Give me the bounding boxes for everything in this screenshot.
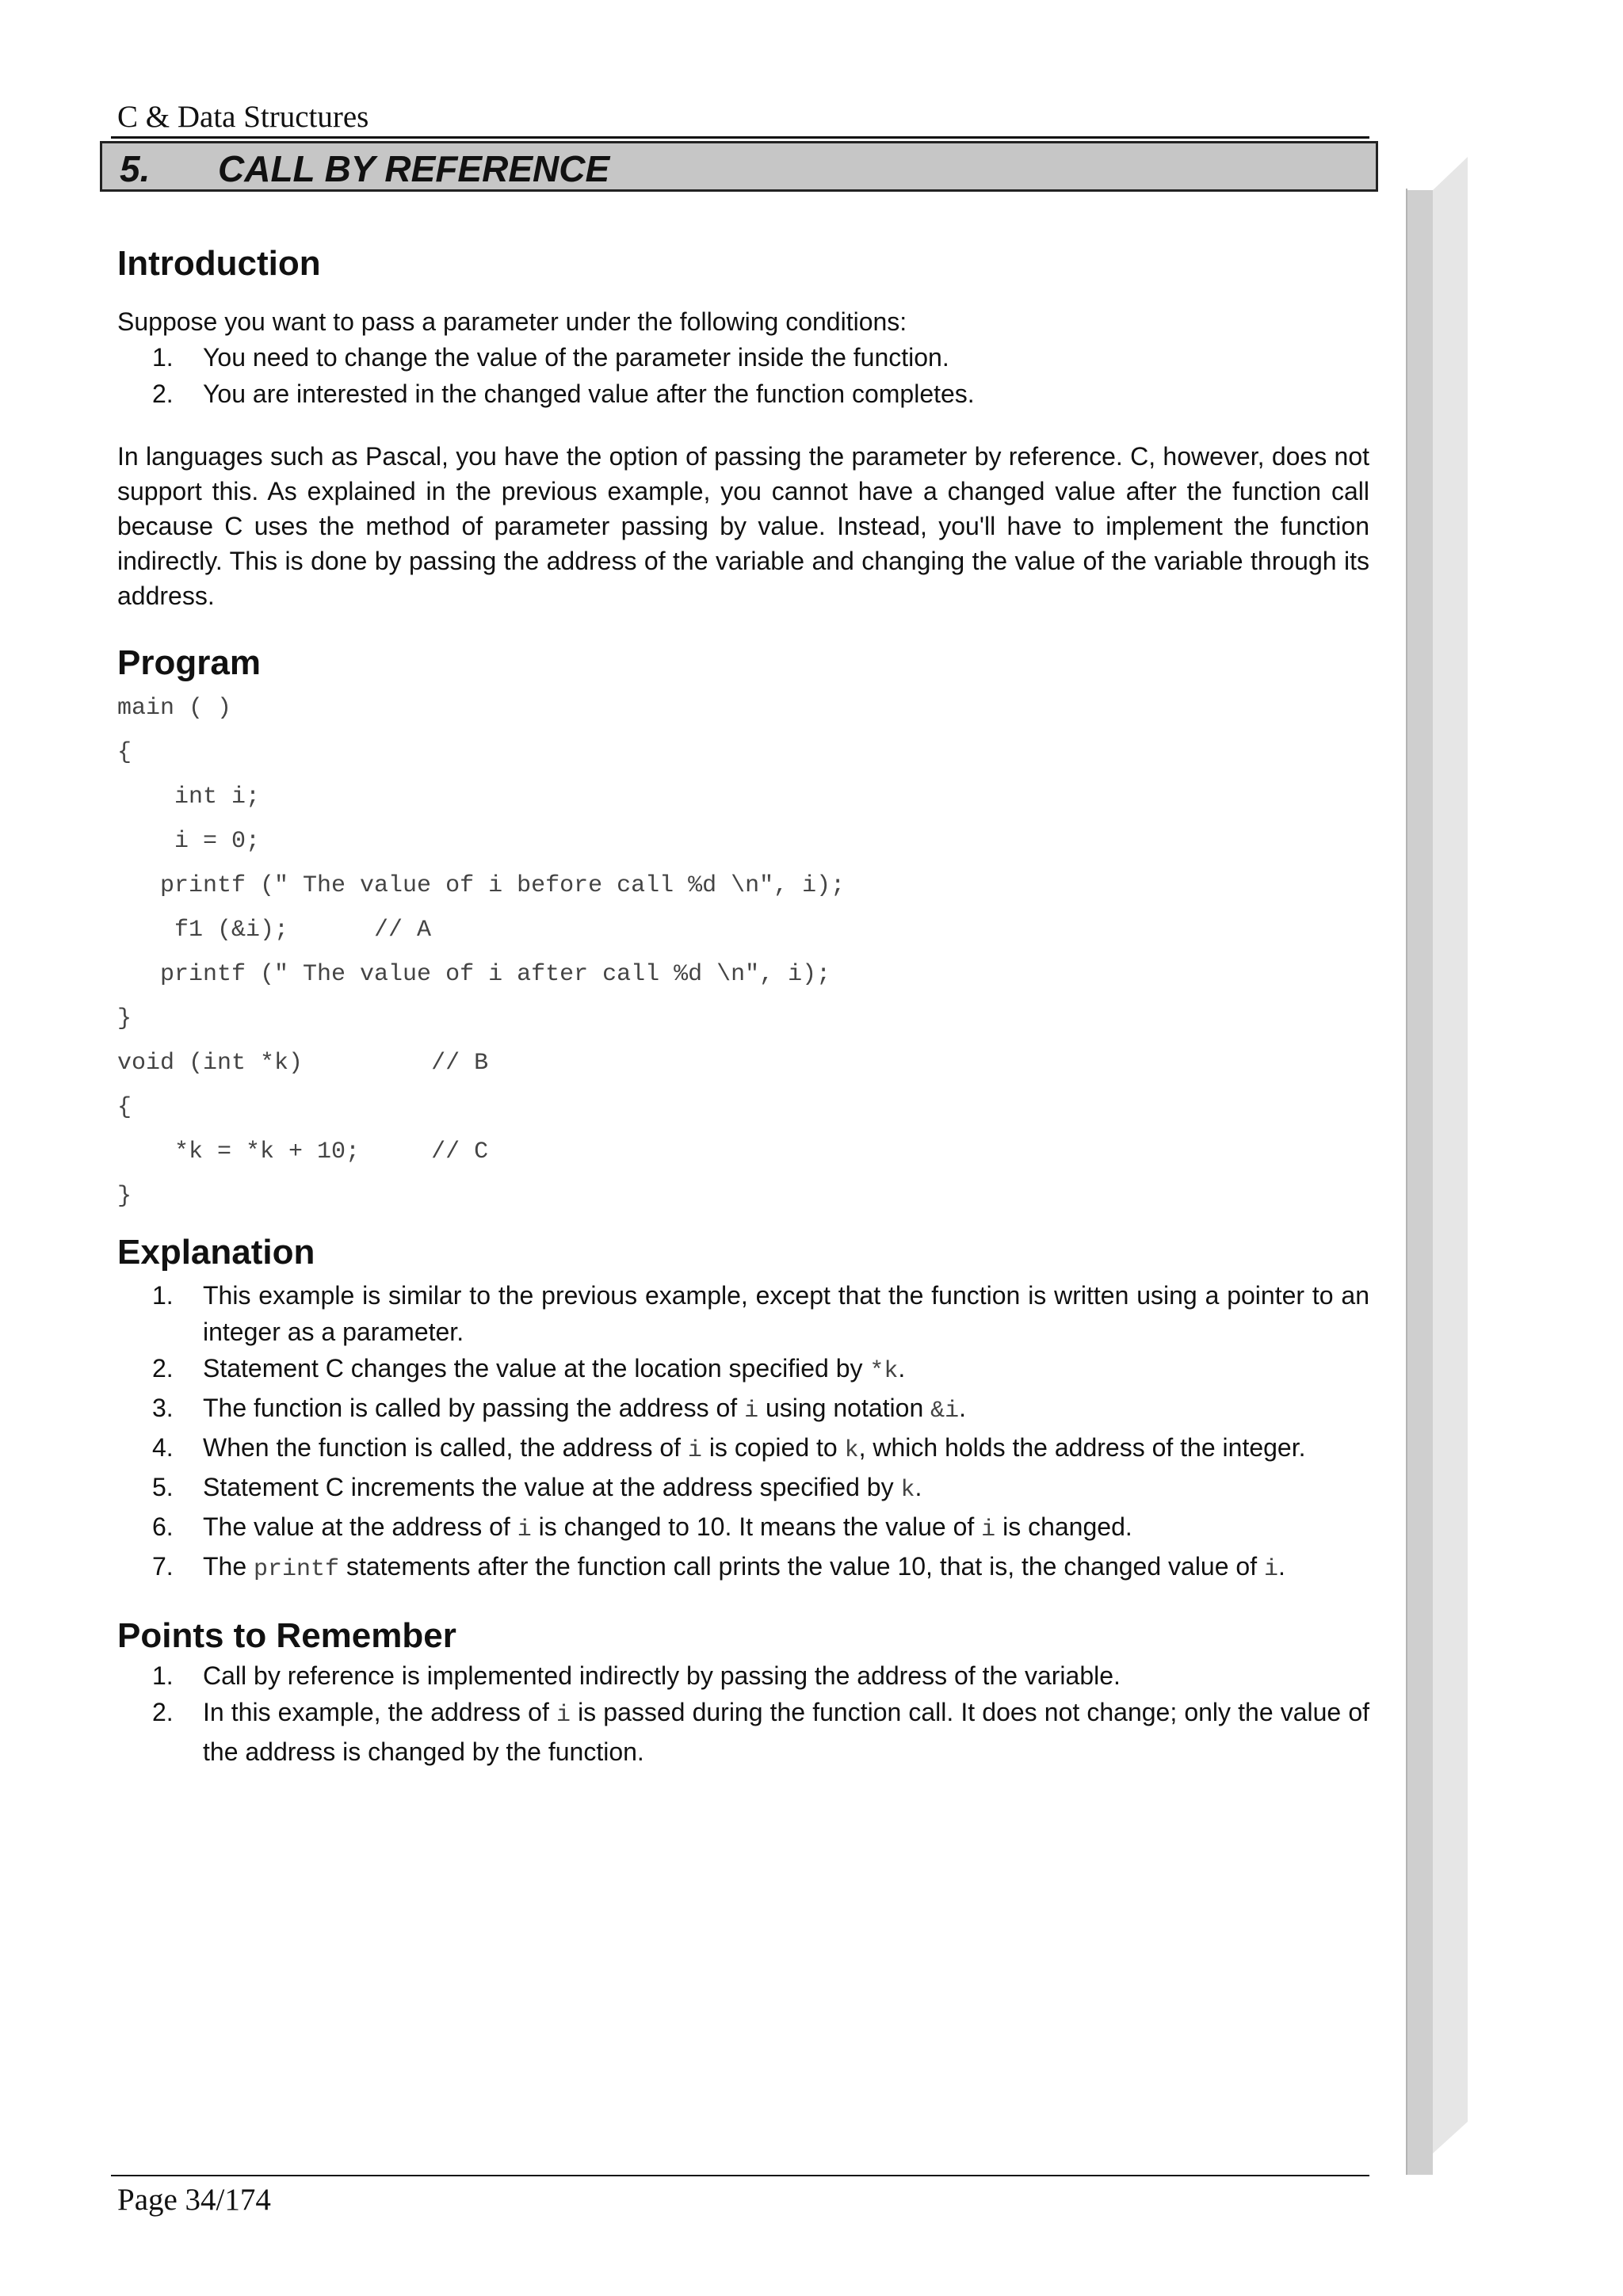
list-item-text: statements after the function call prints the value 10, that is, the changed value of (339, 1552, 1264, 1581)
chapter-heading-bar (100, 141, 1378, 192)
list-item-number: 2. (152, 379, 174, 408)
list-item-text: Call by reference is implemented indirectly by passing the address of the variable. (203, 1661, 1121, 1690)
list-item-number: 1. (152, 1281, 174, 1310)
binder-edge-spine (1406, 190, 1433, 2175)
code-line: main ( ) (117, 695, 232, 722)
list-item (117, 1350, 1369, 1390)
code-line: } (117, 1183, 132, 1210)
code-line: printf (" The value of i before call %d \n", i); (117, 872, 846, 899)
inline-code: i (687, 1437, 702, 1464)
list-item-number: 2. (152, 1698, 174, 1726)
list-item-text: The value at the address of (203, 1512, 517, 1541)
code-line: { (117, 739, 132, 766)
inline-code: i (517, 1516, 532, 1543)
list-item (117, 1657, 1369, 1694)
introduction-paragraph: In languages such as Pascal, you have the option of passing the parameter by reference. C, however, does not support this. As explained in the previous example, you cannot have a changed value after the function call because C uses the method of parameter passing by value. Instead, you'll have to implement the function indirectly. This is done by passing the address of the variable and changing the value of the variable through its address. (117, 442, 1369, 610)
list-item-text: When the function is called, the address of (203, 1433, 688, 1462)
list-item-number: 4. (152, 1433, 174, 1462)
list-item-text: . (1278, 1552, 1285, 1581)
list-item (117, 1390, 1369, 1429)
code-line: i = 0; (117, 828, 261, 855)
inline-code: i (556, 1702, 571, 1729)
list-item-text: using notation (758, 1394, 931, 1422)
points-heading: Points to Remember (117, 1616, 456, 1655)
list-item-text: is copied to (701, 1433, 845, 1462)
code-line: } (117, 1005, 132, 1032)
inline-code: i (744, 1398, 759, 1425)
binder-edge-face (1433, 157, 1468, 2153)
explanation-list (117, 1277, 1369, 1588)
inline-code: i (981, 1516, 996, 1543)
list-item-text: , which holds the address of the integer. (858, 1433, 1306, 1462)
list-item-text: You need to change the value of the parameter inside the function. (203, 343, 949, 372)
list-item-text: The (203, 1552, 254, 1581)
list-item-number: 1. (152, 343, 174, 372)
code-line: printf (" The value of i after call %d \n", i); (117, 961, 831, 988)
footer-rule (111, 2175, 1369, 2176)
list-item (117, 1548, 1369, 1588)
list-item-text: In this example, the address of (203, 1698, 556, 1726)
list-item-number: 1. (152, 1661, 174, 1690)
list-item-text: . (959, 1394, 967, 1422)
list-item-text: is changed to 10. It means the value of (531, 1512, 982, 1541)
inline-code: *k (869, 1358, 899, 1385)
list-item-number: 3. (152, 1394, 174, 1422)
list-item-text: . (915, 1473, 922, 1501)
conditions-list (117, 339, 1369, 412)
list-item-number: 7. (152, 1552, 174, 1581)
code-line: void (int *k) // B (117, 1050, 489, 1077)
explanation-heading: Explanation (117, 1233, 315, 1272)
code-line: f1 (&i); // A (117, 917, 432, 944)
introduction-lead: Suppose you want to pass a parameter under the following conditions: (117, 307, 907, 336)
list-item (117, 1429, 1369, 1469)
list-item-number: 6. (152, 1512, 174, 1541)
introduction-heading: Introduction (117, 244, 321, 283)
running-header: C & Data Structures (117, 100, 369, 134)
list-item-number: 5. (152, 1473, 174, 1501)
chapter-title: CALL BY REFERENCE (218, 148, 610, 189)
page-number: Page 34/174 (117, 2183, 271, 2217)
header-rule (111, 136, 1369, 139)
list-item (117, 1508, 1369, 1548)
list-item-text: The function is called by passing the address of (203, 1394, 745, 1422)
list-item (117, 339, 1369, 376)
inline-code: printf (254, 1556, 340, 1583)
list-item (117, 1277, 1369, 1350)
inline-code: k (844, 1437, 859, 1464)
code-line: *k = *k + 10; // C (117, 1138, 489, 1165)
binder-edge-line (1406, 189, 1407, 2175)
list-item-text: is changed. (995, 1512, 1132, 1541)
list-item-number: 2. (152, 1354, 174, 1383)
list-item (117, 376, 1369, 412)
inline-code: k (900, 1477, 915, 1504)
list-item-text: This example is similar to the previous example, except that the function is written using a pointer to an integer as a parameter. (203, 1281, 1369, 1346)
code-line: int i; (117, 784, 261, 810)
page-content (117, 238, 1369, 1770)
program-heading: Program (117, 643, 261, 682)
list-item-text: . (898, 1354, 906, 1383)
points-list (117, 1657, 1369, 1770)
list-item-text: Statement C increments the value at the address specified by (203, 1473, 901, 1501)
inline-code: &i (930, 1398, 960, 1425)
inline-code: i (1263, 1556, 1278, 1583)
code-line: { (117, 1094, 132, 1121)
chapter-number: 5. (120, 148, 151, 189)
list-item-text: is passed during the function call. It does not change; only the value of the address is changed by the function. (203, 1698, 1370, 1766)
code-block (117, 686, 1369, 1219)
list-item (117, 1469, 1369, 1508)
list-item (117, 1694, 1369, 1770)
list-item-text: Statement C changes the value at the location specified by (203, 1354, 870, 1383)
list-item-text: You are interested in the changed value after the function completes. (203, 379, 975, 408)
